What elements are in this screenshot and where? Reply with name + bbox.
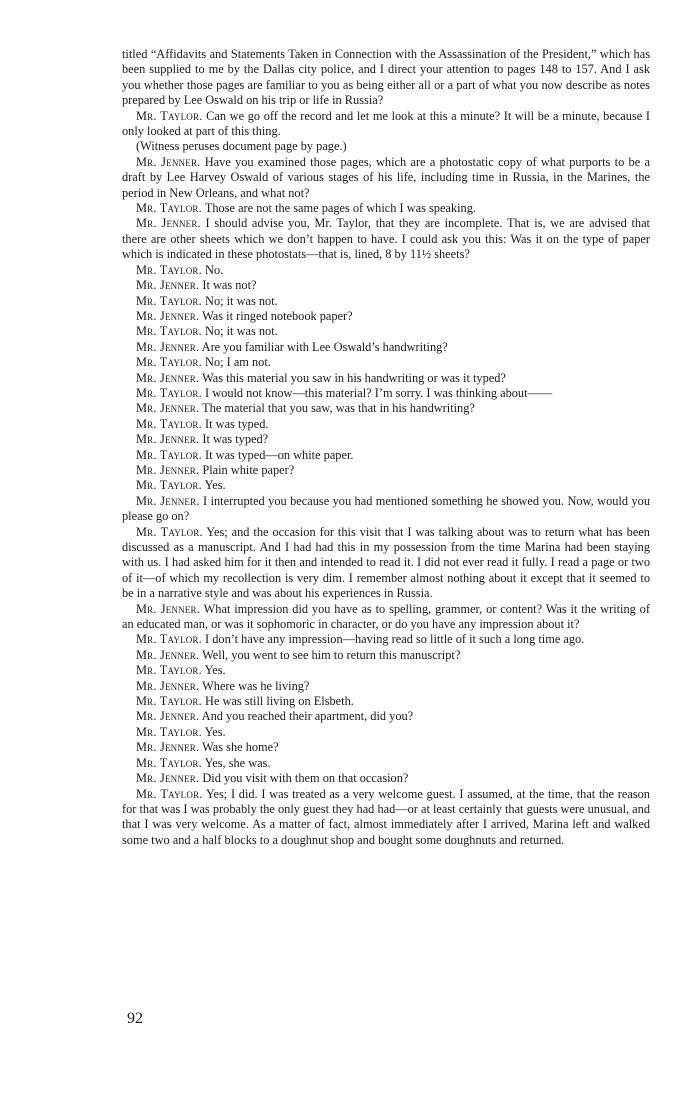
testimony-text: Have you examined those pages, which are a photostatic copy of what purports to be a draft by Lee Harvey Oswald of various stages of his life, including time in Russia, in the Marines, the period in New Orleans, and what not? (122, 154, 650, 200)
testimony-text: Yes; and the occasion for this visit that I was talking about was to return what has been discussed as a manuscript. And I had had this in my possession from the time Marina had been staying with us. I had asked him for it then and intended to read it. I did not ever read it fully. I read a page or two of it—of which my recollection is very dim. I remember almost nothing about it except that it seemed to be in a narrative style and was about his experiences in Russia. (122, 524, 650, 601)
testimony-paragraph (122, 771, 650, 786)
testimony-text: What impression did you have as to spelling, grammer, or content? Was it the writing of an educated man, or was it sophomoric in character, or do you have any impression about it? (122, 601, 650, 632)
testimony-paragraph (122, 139, 650, 154)
testimony-paragraph (122, 679, 650, 694)
speaker-label: Mr. Jenner. (136, 216, 201, 231)
testimony-text: It was typed. (205, 416, 269, 431)
testimony-paragraph (122, 463, 650, 478)
speaker-label: Mr. Taylor. (136, 632, 202, 647)
testimony-paragraph (122, 740, 650, 755)
testimony-text: Yes. (204, 478, 226, 493)
testimony-text: Yes. (204, 663, 226, 678)
speaker-label: Mr. Taylor. (136, 385, 202, 400)
testimony-text: It was not? (202, 278, 257, 293)
page-number: 92 (127, 1010, 143, 1027)
testimony-paragraph (122, 294, 650, 309)
transcript-page (122, 47, 650, 848)
testimony-text: It was typed? (202, 432, 269, 447)
testimony-paragraph (122, 756, 650, 771)
testimony-paragraph (122, 725, 650, 740)
speaker-label: Mr. Jenner. (136, 278, 200, 293)
testimony-text: Well, you went to see him to return this manuscript? (202, 647, 461, 662)
testimony-text: Yes; I did. I was treated as a very welcome guest. I assumed, at the time, that the reason for that was I was probably the only guest they had had—or at least certainly that guests were unusual, and that I was very welcome. As a matter of fact, almost immediately after I arrived, Marina left and walked some two and a half blocks to a doughnut shop and bought some doughnuts and returned. (122, 786, 650, 847)
testimony-text: It was typed—on white paper. (205, 447, 354, 462)
testimony-paragraph (122, 109, 650, 140)
testimony-dialogue (122, 109, 650, 849)
testimony-paragraph (122, 371, 650, 386)
speaker-label: Mr. Jenner. (136, 709, 200, 724)
testimony-paragraph (122, 355, 650, 370)
testimony-paragraph (122, 694, 650, 709)
speaker-label: Mr. Jenner. (136, 370, 200, 385)
speaker-label: Mr. Jenner. (136, 154, 201, 169)
speaker-label: Mr. Jenner. (136, 339, 200, 354)
testimony-paragraph (122, 787, 650, 849)
testimony-text: The material that you saw, was that in his handwriting? (202, 401, 475, 416)
testimony-paragraph (122, 648, 650, 663)
testimony-text: No; it was not. (205, 324, 278, 339)
testimony-text: Was this material you saw in his handwriting or was it typed? (202, 370, 506, 385)
testimony-paragraph (122, 478, 650, 493)
testimony-paragraph (122, 663, 650, 678)
testimony-text: I don’t have any impression—having read so little of it such a long time ago. (205, 632, 585, 647)
testimony-paragraph (122, 201, 650, 216)
testimony-text: (Witness peruses document page by page.) (136, 139, 347, 154)
testimony-paragraph (122, 401, 650, 416)
speaker-label: Mr. Taylor. (136, 447, 202, 462)
speaker-label: Mr. Jenner. (136, 647, 200, 662)
speaker-label: Mr. Jenner. (136, 462, 200, 477)
testimony-text: No. (205, 262, 224, 277)
speaker-label: Mr. Taylor. (136, 108, 203, 123)
testimony-paragraph (122, 417, 650, 432)
testimony-text: And you reached their apartment, did you? (201, 709, 414, 724)
testimony-paragraph (122, 525, 650, 602)
speaker-label: Mr. Taylor. (136, 293, 202, 308)
testimony-paragraph (122, 216, 650, 262)
speaker-label: Mr. Taylor. (136, 786, 203, 801)
testimony-text: Yes, she was. (204, 755, 271, 770)
speaker-label: Mr. Taylor. (136, 324, 202, 339)
speaker-label: Mr. Taylor. (136, 355, 202, 370)
testimony-text: I should advise you, Mr. Taylor, that they are incomplete. That is, we are advised that there are other sheets which we don’t happen to have. I could ask you this: Was it on the type of paper which is indicated in these photostats—that is, lined, 8 by 11½ sheets? (122, 216, 650, 262)
speaker-label: Mr. Jenner. (136, 432, 200, 447)
speaker-label: Mr. Taylor. (136, 755, 202, 770)
speaker-label: Mr. Taylor. (136, 694, 202, 709)
speaker-label: Mr. Taylor. (136, 416, 202, 431)
speaker-label: Mr. Jenner. (136, 771, 200, 786)
speaker-label: Mr. Taylor. (136, 524, 203, 539)
testimony-text: He was still living on Elsbeth. (205, 694, 354, 709)
testimony-text: Those are not the same pages of which I was speaking. (204, 201, 476, 216)
testimony-text: Yes. (204, 724, 226, 739)
testimony-paragraph (122, 340, 650, 355)
testimony-paragraph (122, 494, 650, 525)
testimony-paragraph (122, 432, 650, 447)
testimony-text: I would not know—this material? I’m sorry. I was thinking about—— (205, 385, 553, 400)
opening-paragraph: titled “Affidavits and Statements Taken in Connection with the Assassination of the President,” which has been supplied to me by the Dallas city police, and I direct your attention to pages 148 to 157. And I ask you whether those pages are familiar to you as being either all or a part of what you now describe as notes prepared by Lee Oswald on his trip or life in Russia? (122, 47, 650, 108)
speaker-label: Mr. Taylor. (136, 201, 202, 216)
testimony-paragraph (122, 278, 650, 293)
testimony-text: No; it was not. (205, 293, 278, 308)
testimony-text: Are you familiar with Lee Oswald’s handwriting? (201, 339, 448, 354)
speaker-label: Mr. Jenner. (136, 678, 200, 693)
testimony-text: Was she home? (202, 740, 279, 755)
testimony-paragraph (122, 386, 650, 401)
testimony-text: No; I am not. (205, 355, 271, 370)
testimony-paragraph (122, 632, 650, 647)
testimony-text: Can we go off the record and let me look at this a minute? It will be a minute, because I only looked at part of this thing. (122, 108, 650, 139)
speaker-label: Mr. Jenner. (136, 308, 200, 323)
testimony-paragraph (122, 602, 650, 633)
testimony-text: Did you visit with them on that occasion? (202, 771, 409, 786)
speaker-label: Mr. Jenner. (136, 740, 200, 755)
testimony-text: I interrupted you because you had mentioned something he showed you. Now, would you please go on? (122, 493, 650, 524)
testimony-paragraph (122, 309, 650, 324)
testimony-text: Was it ringed notebook paper? (202, 308, 353, 323)
speaker-label: Mr. Jenner. (136, 493, 200, 508)
speaker-label: Mr. Taylor. (136, 724, 202, 739)
speaker-label: Mr. Jenner. (136, 401, 200, 416)
speaker-label: Mr. Taylor. (136, 262, 202, 277)
testimony-paragraph (122, 448, 650, 463)
testimony-paragraph (122, 324, 650, 339)
testimony-text: Where was he living? (202, 678, 310, 693)
testimony-paragraph (122, 155, 650, 201)
testimony-paragraph (122, 709, 650, 724)
speaker-label: Mr. Taylor. (136, 478, 202, 493)
testimony-text: Plain white paper? (202, 462, 295, 477)
testimony-paragraph (122, 263, 650, 278)
speaker-label: Mr. Taylor. (136, 663, 202, 678)
speaker-label: Mr. Jenner. (136, 601, 201, 616)
